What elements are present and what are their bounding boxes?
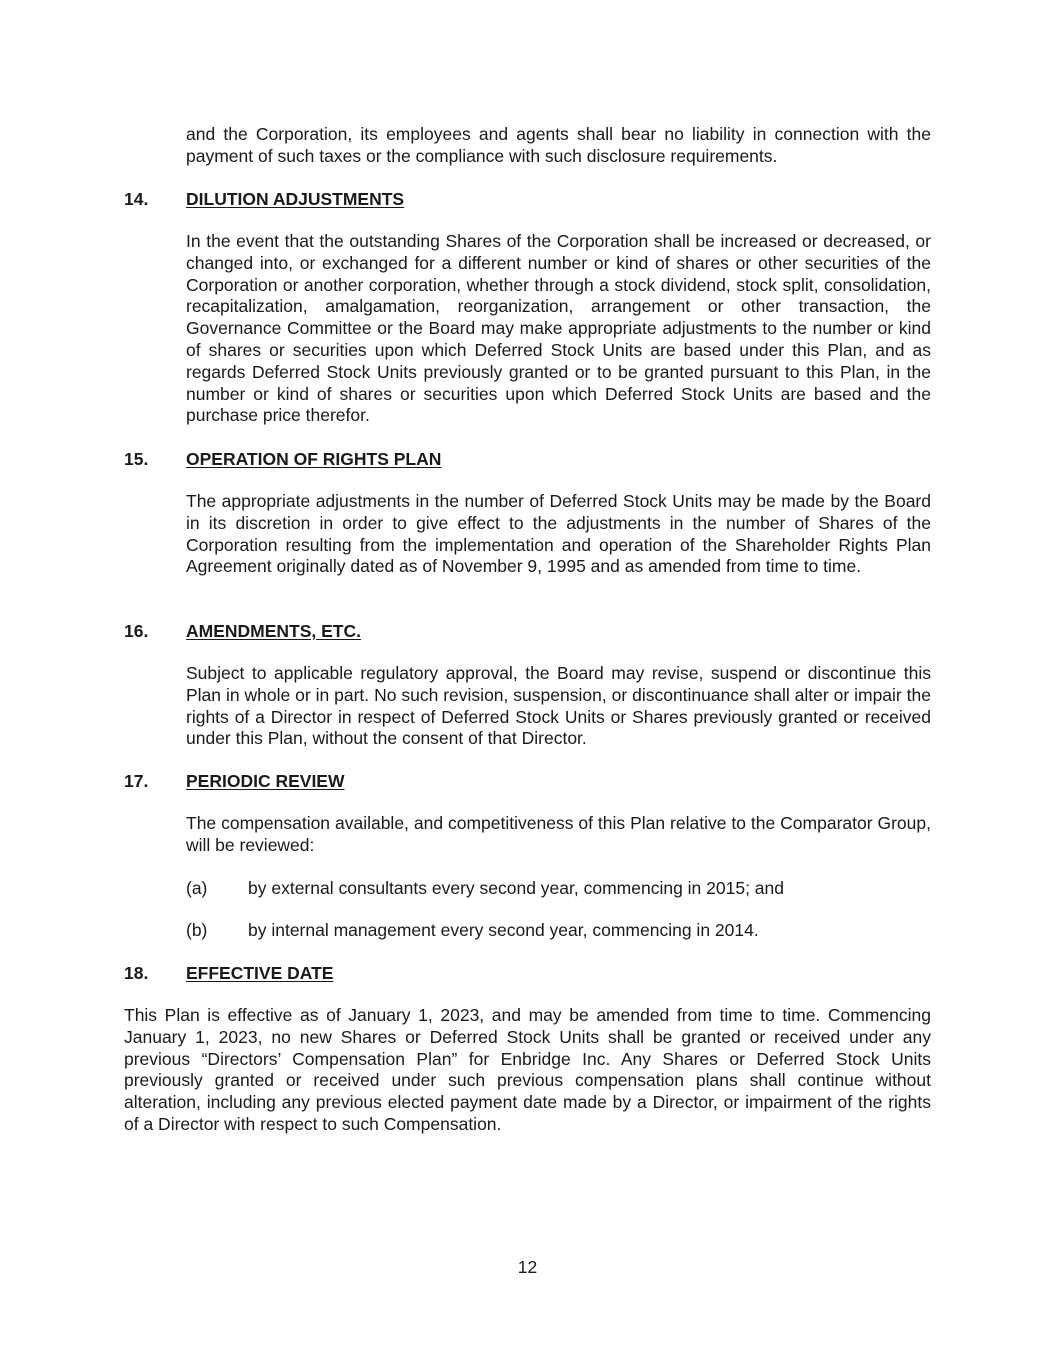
section-18-title: EFFECTIVE DATE [186,963,334,983]
section-17-number: 17. [124,771,149,791]
section-15-title: OPERATION OF RIGHTS PLAN [186,449,442,469]
section-15-number: 15. [124,449,149,469]
list-item-text: by external consultants every second year, commencing in 2015; and [248,878,785,898]
section-18-body: This Plan is effective as of January 1, 2023, and may be amended from time to time. Commencing January 1, 2023, no new Shares or Deferred Stock Units shall be granted or received under any previous “Directors’ Compensation Plan” for Enbridge Inc. Any Shares or Deferred Stock Units previously granted or received under such previous compensation plans shall continue without alteration, including any previous elected payment date made by a Director, or impairment of the rights of a Director with respect to such Compensation. [124,1005,931,1134]
section-17-title: PERIODIC REVIEW [186,771,345,791]
section-16-number: 16. [124,621,149,641]
section-15-body: The appropriate adjustments in the number of Deferred Stock Units may be made by the Board in its discretion in order to give effect to the adjustments in the number of Shares of the Corporation resulting from the implementation and operation of the Shareholder Rights Plan Agreement originally dated as of November 9, 1995 and as amended from time to time. [186,491,931,577]
section-16-body: Subject to applicable regulatory approval, the Board may revise, suspend or discontinue this Plan in whole or in part. No such revision, suspension, or discontinuance shall alter or impair the rights of a Director in respect of Deferred Stock Units or Shares previously granted or received under this Plan, without the consent of that Director. [186,663,931,749]
section-14-title: DILUTION ADJUSTMENTS [186,189,405,209]
list-item-label: (a) [186,878,208,898]
section-14-number: 14. [124,189,149,209]
list-item-text: by internal management every second year, commencing in 2014. [248,920,759,940]
section-14-body: In the event that the outstanding Shares of the Corporation shall be increased or decreased, or changed into, or exchanged for a different number or kind of shares or other securities of the Corporation or another corporation, whether through a stock dividend, stock split, consolidation, recapitalization, amalgamation, reorganization, arrangement or other transaction, the Governance Committee or the Board may make appropriate adjustments to the number or kind of shares or securities upon which Deferred Stock Units are based under this Plan, and as regards Deferred Stock Units previously granted or to be granted pursuant to this Plan, in the number or kind of shares or securities upon which Deferred Stock Units are based and the purchase price therefor. [186,231,931,426]
list-item-label: (b) [186,920,208,940]
page-number: 12 [517,1257,538,1277]
section-16-title: AMENDMENTS, ETC. [186,621,361,641]
section-17-body: The compensation available, and competitiveness of this Plan relative to the Comparator Group, will be reviewed: [186,813,931,855]
section-18-number: 18. [124,963,149,983]
intro-paragraph: and the Corporation, its employees and agents shall bear no liability in connection with the payment of such taxes or the compliance with such disclosure requirements. [186,124,931,166]
